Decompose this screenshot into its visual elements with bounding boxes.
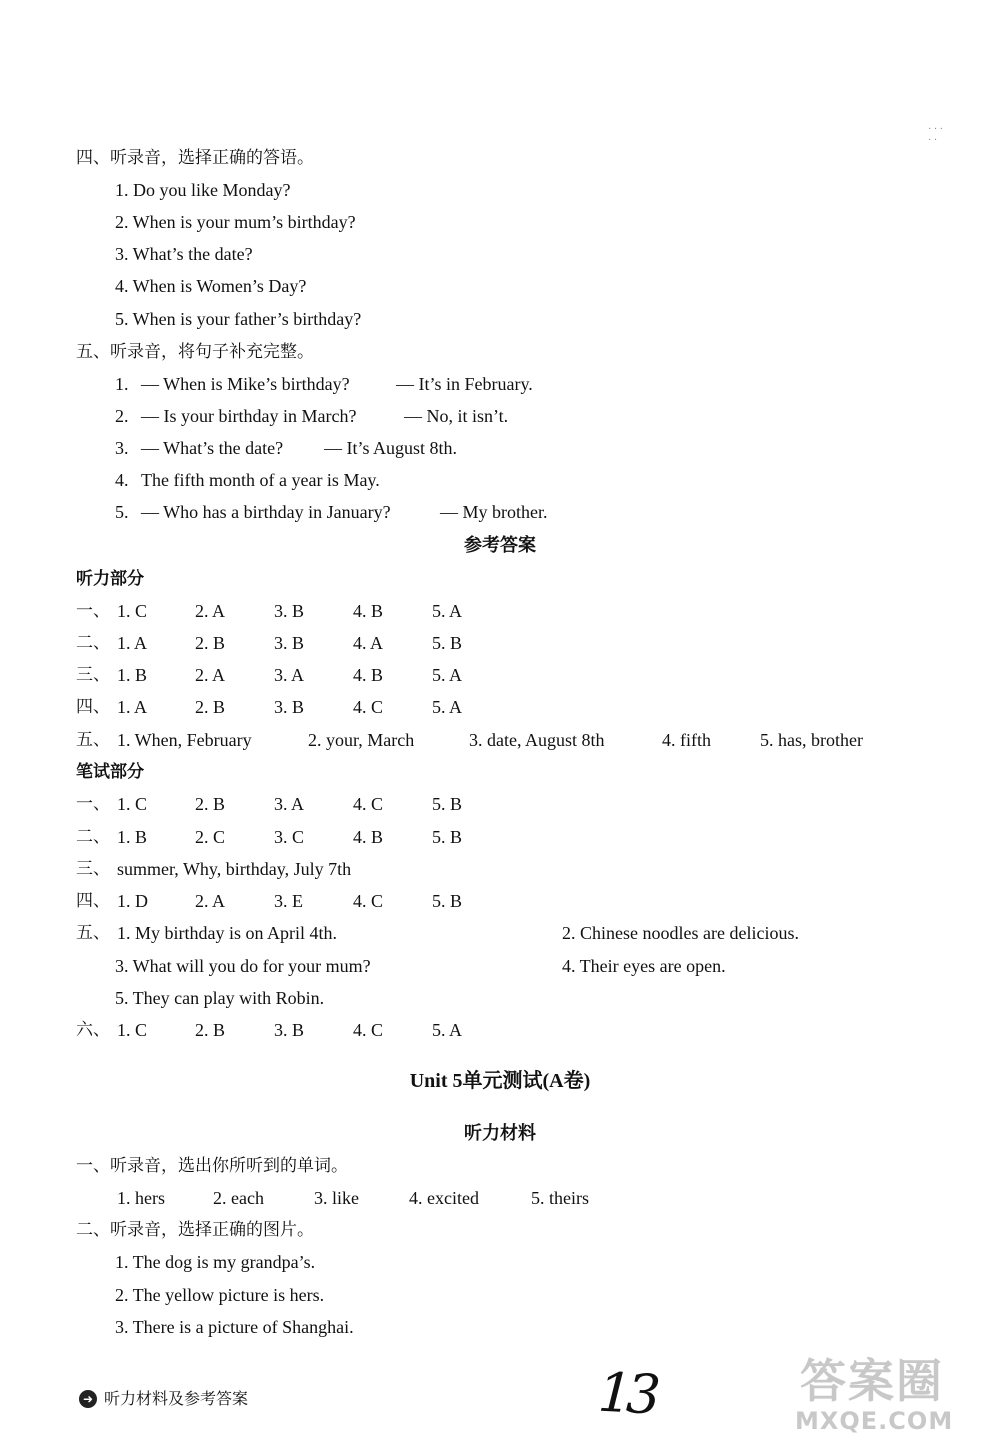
list-item: 2. When is your mum’s birthday? (115, 212, 356, 232)
answer-sentence: 3. What will you do for your mum? (115, 956, 371, 976)
item-number: 3. (115, 438, 129, 458)
answer-cell: 3. B (274, 633, 305, 653)
answer-cell: 4. B (353, 665, 384, 685)
answer-cell: 5. A (432, 697, 463, 717)
item-number: 1. (115, 374, 129, 394)
word-item: 5. theirs (531, 1188, 589, 1208)
answer-cell: 3. C (274, 827, 305, 847)
answer-cell: 2. B (195, 697, 226, 717)
row-prefix: 四、 (76, 891, 110, 911)
dialog-question: — Who has a birthday in January? (141, 502, 391, 522)
answer-cell: 4. C (353, 891, 384, 911)
answer-cell: 3. B (274, 1020, 305, 1040)
answer-cell: 5. B (432, 891, 463, 911)
footer-label: 听力材料及参考答案 (104, 1389, 249, 1408)
dialog-question: The fifth month of a year is May. (141, 470, 380, 490)
answer-cell: 3. B (274, 601, 305, 621)
row-prefix: 一、 (76, 601, 110, 621)
answer-cell: 2. your, March (308, 730, 415, 750)
answer-cell: 4. B (353, 827, 384, 847)
row-prefix: 二、 (76, 633, 110, 653)
list-item: 3. There is a picture of Shanghai. (115, 1317, 354, 1337)
list-item: 5. When is your father’s birthday? (115, 309, 362, 329)
answer-cell: 1. D (117, 891, 148, 911)
answer-cell: 1. C (117, 794, 148, 814)
dialog-question: — When is Mike’s birthday? (141, 374, 350, 394)
written-part-label: 笔试部分 (76, 762, 144, 782)
answer-cell: 4. A (353, 633, 384, 653)
answer-cell: 4. C (353, 794, 384, 814)
answer-cell: 1. C (117, 1020, 148, 1040)
answer-cell: 1. A (117, 697, 148, 717)
word-item: 1. hers (117, 1188, 165, 1208)
row-prefix: 四、 (76, 697, 110, 717)
answer-cell: 3. E (274, 891, 303, 911)
answer-sentence: 2. Chinese noodles are delicious. (562, 923, 799, 943)
answer-sentence: 1. My birthday is on April 4th. (117, 923, 337, 943)
answer-cell: 2. B (195, 633, 226, 653)
answer-cell: 5. A (432, 1020, 463, 1040)
answer-cell: 1. B (117, 665, 148, 685)
list-item: 4. When is Women’s Day? (115, 276, 307, 296)
section5-heading: 五、听录音，将句子补充完整。 (76, 342, 314, 362)
list-item: 1. Do you like Monday? (115, 180, 291, 200)
list-item: 1. The dog is my grandpa’s. (115, 1252, 316, 1272)
row-prefix: 二、 (76, 827, 110, 847)
answer-key-title: 参考答案 (464, 535, 536, 556)
dialog-answer: — It’s August 8th. (324, 438, 458, 458)
answer-cell: 5. A (432, 601, 463, 621)
answer-cell: 1. B (117, 827, 148, 847)
section4-heading: 四、听录音，选择正确的答语。 (76, 148, 314, 168)
answer-cell: 2. A (195, 891, 226, 911)
answer-cell: 1. When, February (117, 730, 252, 750)
answer-sentence: 4. Their eyes are open. (562, 956, 726, 976)
dialog-answer: — No, it isn’t. (404, 406, 509, 426)
dialog-answer: — My brother. (440, 502, 548, 522)
watermark-url: MXQE.COM (795, 1407, 954, 1435)
answer-cell: 3. A (274, 665, 305, 685)
answer-cell: 4. fifth (662, 730, 711, 750)
answer-cell: 1. A (117, 633, 148, 653)
answer-cell: 5. has, brother (760, 730, 863, 750)
row-prefix: 六、 (76, 1020, 110, 1040)
row-prefix: 三、 (76, 665, 110, 685)
answer-cell: 5. B (432, 633, 463, 653)
answer-cell: 2. A (195, 601, 226, 621)
watermark-logo-text: 答案圈 (800, 1354, 944, 1408)
unit5-subtitle: 听力材料 (464, 1123, 536, 1144)
answer-cell: 2. A (195, 665, 226, 685)
answer-cell: 3. A (274, 794, 305, 814)
unit5-title: Unit 5单元测试(A卷) (409, 1070, 591, 1092)
answer-cell: 2. C (195, 827, 226, 847)
listening-part-label: 听力部分 (76, 569, 144, 589)
answer-cell: 2. B (195, 794, 226, 814)
answer-cell: 4. B (353, 601, 384, 621)
unit5-section1-heading: 一、听录音，选出你所听到的单词。 (76, 1156, 348, 1176)
answer-cell: 1. C (117, 601, 148, 621)
dialog-question: — Is your birthday in March? (141, 406, 357, 426)
dialog-question: — What’s the date? (141, 438, 284, 458)
item-number: 2. (115, 406, 129, 426)
word-item: 2. each (213, 1188, 264, 1208)
row-prefix: 三、 (76, 859, 110, 879)
item-number: 5. (115, 502, 129, 522)
unit5-section2-heading: 二、听录音，选择正确的图片。 (76, 1220, 314, 1240)
answer-cell: 3. B (274, 697, 305, 717)
item-number: 4. (115, 470, 129, 490)
page-number: 13 (596, 1360, 657, 1427)
word-item: 3. like (314, 1188, 359, 1208)
answer-cell: 4. C (353, 1020, 384, 1040)
answer-text: summer, Why, birthday, July 7th (117, 859, 352, 879)
answer-cell: 4. C (353, 697, 384, 717)
watermark (790, 1345, 990, 1440)
list-item: 3. What’s the date? (115, 244, 253, 264)
row-prefix: 五、 (76, 923, 110, 943)
answer-cell: 5. A (432, 665, 463, 685)
answer-cell: 5. B (432, 827, 463, 847)
row-prefix: 一、 (76, 794, 110, 814)
answer-sentence: 5. They can play with Robin. (115, 988, 325, 1008)
row-prefix: 五、 (76, 730, 110, 750)
dialog-answer: — It’s in February. (396, 374, 533, 394)
answer-cell: 3. date, August 8th (469, 730, 605, 750)
list-item: 2. The yellow picture is hers. (115, 1285, 325, 1305)
answer-cell: 2. B (195, 1020, 226, 1040)
arrow-right-icon: ➜ (79, 1390, 97, 1408)
answer-cell: 5. B (432, 794, 463, 814)
word-item: 4. excited (409, 1188, 479, 1208)
scan-artifact: · · · · · (928, 124, 943, 146)
